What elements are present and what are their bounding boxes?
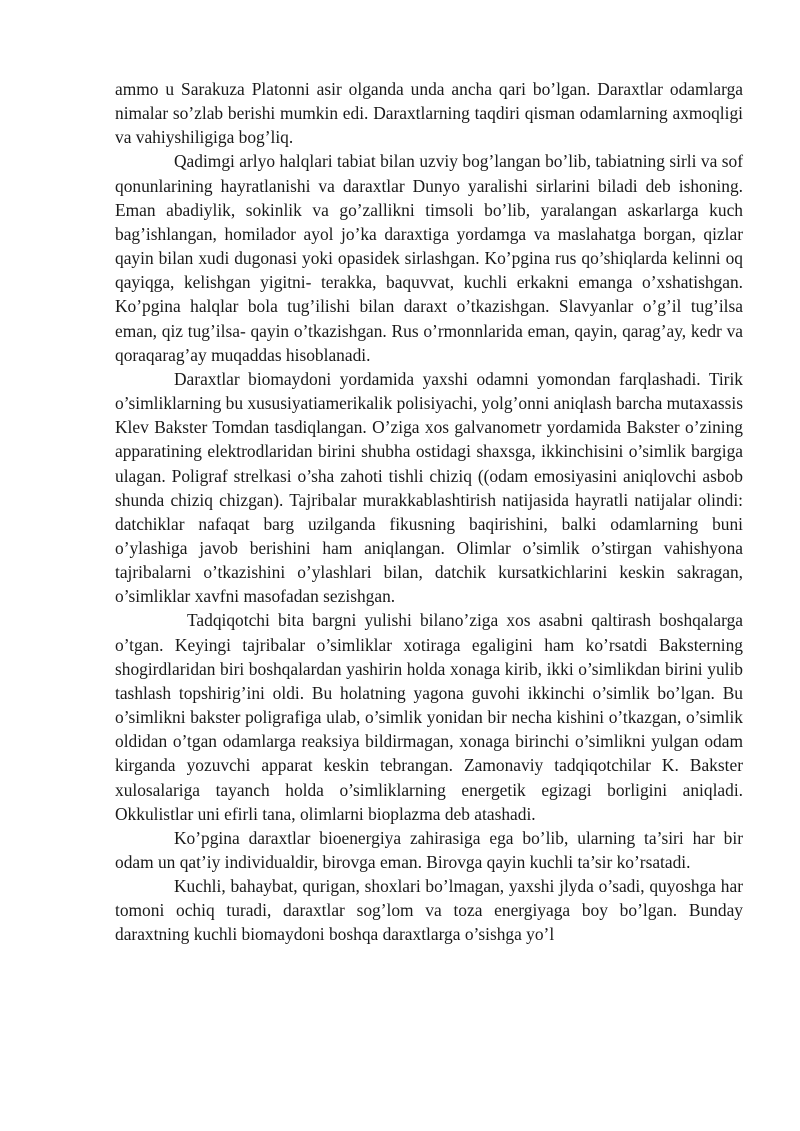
paragraph-5: Ko’pgina daraxtlar bioenergiya zahirasiga ega bo’lib, ularning ta’siri har bir odam un qat’iy individualdir, birovga eman. Birovga qayin kuchli ta’sir ko’rsatadi.	[115, 827, 743, 872]
document-page	[115, 77, 743, 947]
paragraph-4: Tadqiqotchi bita bargni yulishi bilano’ziga xos asabni qaltirash boshqalarga o’tgan. Keyingi tajribalar o’simliklar xotiraga egaligini ham ko’rsatdi Baksterning shogirdlaridan biri boshqalardan yashirin holda xonaga kirib, ikki o’simlikdan birini yulib tashlash topshirig’ini oldi. Bu holatning yagona guvohi ikkinchi o’simlik bo’lgan. Bu o’simlikni bakster poligrafiga ulab, o’simlik yonidan bir necha kishini o’tkazgan, o’simlik oldidan o’tgan odamlarga reaksiya bildirmagan, xonaga birinchi o’simlikni yulgan odam kirganda yozuvchi apparat keskin tebrangan. Zamonaviy tadqiqotchilar K. Bakster xulosalariga tayanch holda o’simliklarning energetik egizagi borligini aniqladi. Okkulistlar uni efirli tana, olimlarni bioplazma deb atashadi.	[115, 610, 743, 824]
paragraph-3: Daraxtlar biomaydoni yordamida yaxshi odamni yomondan farqlashadi. Tirik o’simliklarning bu xususiyatiamerikalik polisiyachi, yolg’onni aniqlash barcha mutaxassis Klev Bakster Tomdan tasdiqlangan. O’ziga xos galvanometr yordamida Bakster o’zining apparatining elektrodlaridan birini shubha ostidagi shaxsga, ikkinchisini o’simlik bargiga ulagan. Poligraf strelkasi o’sha zahoti tishli chiziq ((odam emosiyasini aniqlovchi asbob shunda chiziq chizgan). Tajribalar murakkablashtirish natijasida hayratli natijalar olindi: datchiklar nafaqat barg uzilganda fikusning baqirishini, balki odamlarning buni o’ylashiga javob berishini ham aniqlangan. Olimlar o’simlik o’stirgan vahishyona tajribalarni o’tkazishini o’ylashlari bilan, datchik kursatkichlarini keskin sakragan, o’simliklar xavfni masofadan sezishgan.	[115, 368, 743, 607]
paragraph-2: Qadimgi arlyo halqlari tabiat bilan uzviy bog’langan bo’lib, tabiatning sirli va sof qonunlarining hayratlanishi va daraxtlar Dunyo yaralishi sirlarini biladi deb ishoning. Eman abadiylik, sokinlik va go’zallikni timsoli bo’lib, yaralangan askarlarga kuch bag’ishlangan, homilador ayol jo’ka daraxtiga yordamga va maslahatga borgan, qizlar qayin bilan xudi dugonasi yoki opasidek sirlashgan. Ko’pgina rus qo’shiqlarda kelinni oq qayiqga, kelishgan yigitni- terakka, baquvvat, kuchli erkakni emanga o’xshatishgan. Ko’pgina halqlar bola tug’ilishi bilan daraxt o’tkazishgan. Slavyanlar o’g’il tug’ilsa eman, qiz tug’ilsa- qayin o’tkazishgan. Rus o’rmonnlarida eman, qayin, qarag’ay, kedr va qoraqarag’ay muqaddas hisoblanadi.	[115, 151, 743, 365]
paragraph-1: ammo u Sarakuza Platonni asir olganda unda ancha qari bo’lgan. Daraxtlar odamlarga nimalar so’zlab berishi mumkin edi. Daraxtlarning taqdiri qisman odamlarning axmoqligi va vahiyshiligiga bog’liq.	[115, 79, 743, 148]
paragraph-6: Kuchli, bahaybat, qurigan, shoxlari bo’lmagan, yaxshi jlyda o’sadi, quyoshga har tomoni ochiq turadi, daraxtlar sog’lom va toza energiyaga boy bo’lgan. Bunday daraxtning kuchli biomaydoni boshqa daraxtlarga o’sishga yo’l	[115, 876, 743, 945]
